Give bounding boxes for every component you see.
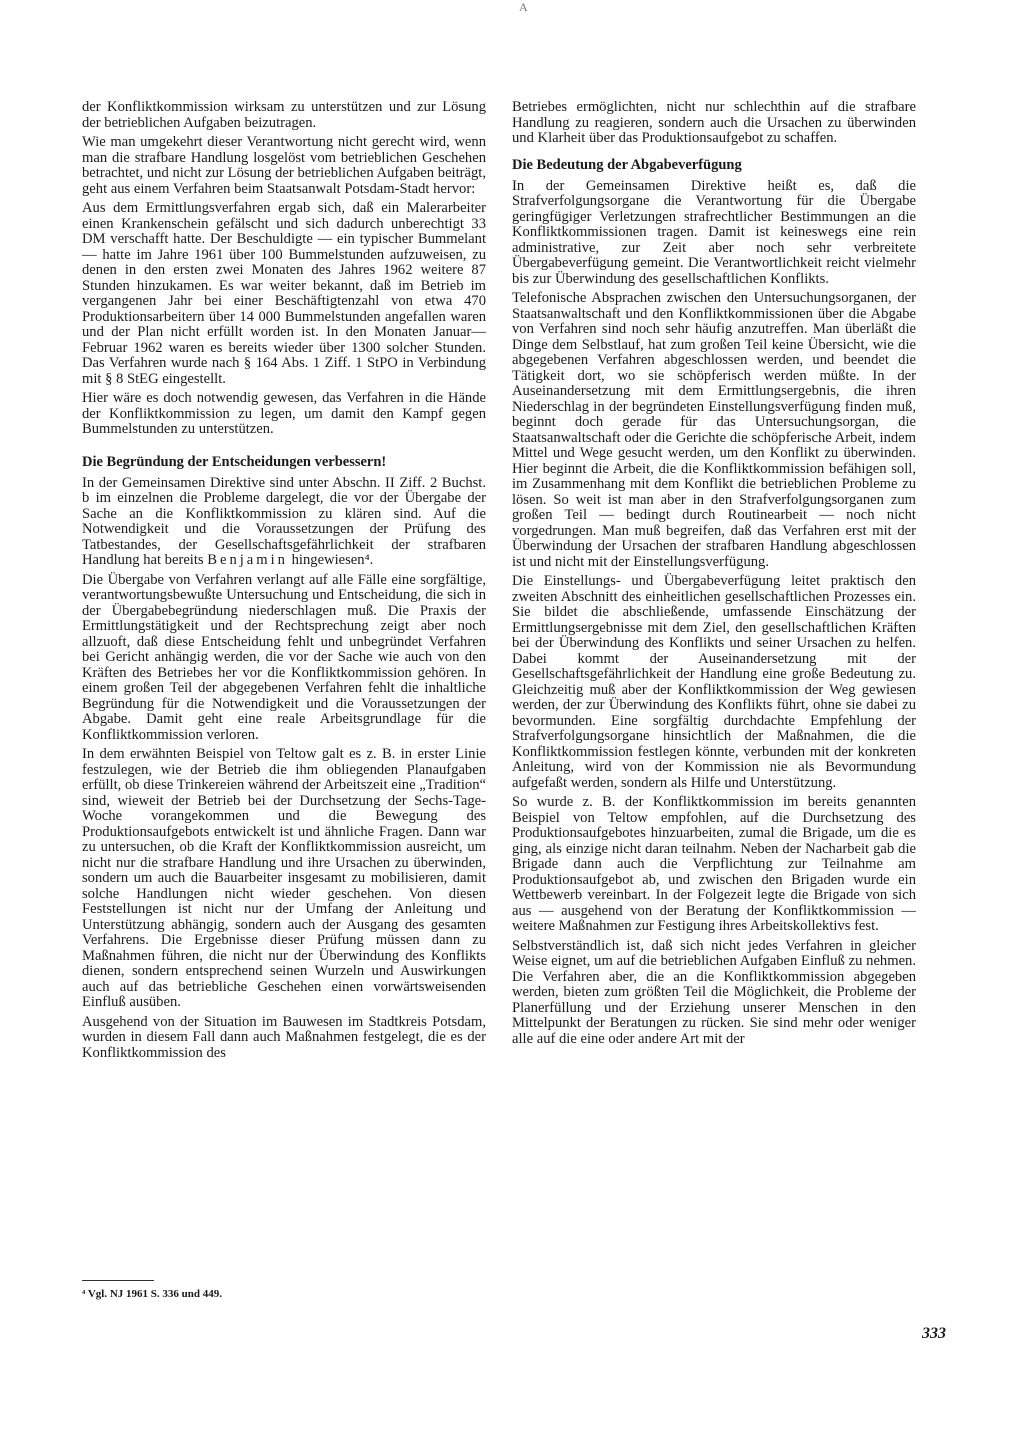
section-heading: Die Begründung der Entscheidungen verbessern!	[82, 453, 387, 470]
paragraph: der Konfliktkommission wirksam zu unterstützen und zur Lösung der betrieblichen Aufgaben beizutragen.	[82, 99, 486, 131]
paragraph-text: hingewiesen⁴.	[287, 552, 374, 568]
paragraph: Telefonische Absprachen zwischen den Untersuchungsorganen, der Staatsanwaltschaft und den Konfliktkommissionen über die Abgabe von Verfahren sind noch sehr häufig anzutreffen. Man überläßt die Dinge dem Selbstlauf, hat zum großen Teil keine Übersicht, wie die abgegebenen Verfahren abgeschlossen werden, und beendet die Tätigkeit dort, wo sie schöpferisch werden müßte. In der Auseinandersetzung mit dem Ermittlungsergebnis, die ihren Niederschlag in der begründeten Einstellungsverfügung finden muß, beginnt doch gerade für das Untersuchungsorgan, die Staatsanwaltschaft oder die Gerichte die schöpferische Arbeit, indem Mittel und Wege gesucht werden, um den Konflikt zu überwinden. Hier beginnt die Arbeit, die die Konfliktkommission befähigen soll, im Zusammenhang mit dem Konflikt die betrieblichen Probleme zu lösen. So weit ist man aber in den Strafverfolgungsorganen zum großen Teil — bedingt durch Routinearbeit — noch nicht vorgedrungen. Man muß begreifen, daß das Verfahren erst mit der Überwindung der Ursachen der strafbaren Handlung abgeschlossen ist und nicht mit der Einstellungsverfügung.	[512, 290, 916, 570]
paragraph: Die Einstellungs- und Übergabeverfügung leitet praktisch den zweiten Abschnitt des einheitlichen gesellschaftlichen Prozesses ein. Sie bildet die abschließende, umfassende Einschätzung der Ermittlungsergebnisse mit dem Ziel, den gesellschaftlichen Kräften bei der Überwindung des Konflikts und seiner Ursachen zu helfen. Dabei kommt der Auseinandersetzung mit der Gesellschaftsgefährlichkeit der Handlung eine große Bedeutung zu. Gleichzeitig muß aber der Konfliktkommission der Weg gewiesen werden, der zur Überwindung des Konflikts führt, ohne sie dabei zu bevormunden. Eine sorgfältig durchdachte Empfehlung der Strafverfolgungsorgane hinsichtlich der Maßnahmen, die die Konfliktkommission festlegen könnte, verbunden mit der konkreten Anleitung, wird von der Kommission nie als Bevormundung aufgefaßt werden, sondern als Hilfe und Unterstützung.	[512, 573, 916, 791]
right-column	[512, 100, 916, 1051]
paragraph: Selbstverständlich ist, daß sich nicht jedes Verfahren in gleicher Weise eignet, um auf die betrieblichen Aufgaben Einfluß zu nehmen. Die Verfahren aber, die an die Konfliktkommission abgegeben werden, bieten zum größten Teil die Möglichkeit, die Probleme der Planerfüllung und der Erziehung unserer Menschen in den Mittelpunkt der Beratungen zu rücken. Sie sind mehr oder weniger alle auf die eine oder andere Art mit der	[512, 937, 916, 1047]
page-number: 333	[922, 1325, 946, 1342]
paragraph: Die Übergabe von Verfahren verlangt auf alle Fälle eine sorgfältige, verantwortungsbewußte Untersuchung und Entscheidung, die sich in der Übergabebegründung niederschlagen muß. Die Praxis der Ermittlungstätigkeit und der Rechtsprechung zeigt aber noch allzuoft, daß diese Entscheidung fehlt und unbegründet Verfahren bei Gericht anhängig werden, die vor der Sache wie auch von den Kräften des Betriebes her vor die Konfliktkommission gehören. In einem großen Teil der abgegebenen Verfahren fehlt die inhaltliche Begründung für die Notwendigkeit und die Voraussetzungen der Abgabe. Damit geht eine reale Arbeitsgrundlage für die Konfliktkommission verloren.	[82, 571, 486, 743]
paragraph: In der Gemeinsamen Direktive heißt es, daß die Strafverfolgungsorgane die Verantwortung für die Übergabe geringfügiger Verletzungen strafrechtlicher Bestimmungen an die Konfliktkommissionen tragen. Damit ist keineswegs eine rein administrative, zur Zeit aber noch sehr verbreitete Übergabeverfügung gemeint. Die Verantwortlichkeit reicht vielmehr bis zur Überwindung des gesellschaftlichen Konflikts.	[512, 177, 916, 287]
paragraph: In dem erwähnten Beispiel von Teltow galt es z. B. in erster Linie festzulegen, wie der Betrieb die ihm obliegenden Planaufgaben erfüllt, ob diese Trinkereien während der Arbeitszeit eine „Tradition“ sind, wieweit der Betrieb bei der Durchsetzung der Sechs-Tage-Woche vorangekommen und die Bewegung des Produktionsaufgebots entwickelt ist und ähnliche Fragen. Dann war zu untersuchen, ob die Kraft der Konfliktkommission ausreicht, um nicht nur die strafbare Handlung und ihre Ursachen zu überwinden, sondern um auch die Bauarbeiter insgesamt zu mobilisieren, damit solche Handlungen nicht wieder geschehen. Von diesen Feststellungen ist nicht nur der Umfang der Anleitung und Unterstützung abhängig, sondern auch der Ausgang des gesamten Verfahrens. Die Ergebnisse dieser Prüfung müssen dann zu Maßnahmen führen, die nicht nur der Überwindung des Konflikts dienen, sondern entsprechend seinen Wurzeln und Auswirkungen auch auf das betriebliche Geschehen einen vorwärtsweisenden Einfluß ausüben.	[82, 746, 486, 1010]
paragraph: Wie man umgekehrt dieser Verantwortung nicht gerecht wird, wenn man die strafbare Handlung losgelöst vom betrieblichen Geschehen betrachtet, und nicht zur Lösung der betrieblichen Aufgaben beiträgt, geht aus einem Verfahren beim Staatsanwalt Potsdam-Stadt hervor:	[82, 134, 486, 197]
footnote: ⁴ Vgl. NJ 1961 S. 336 und 449.	[82, 1288, 223, 1300]
paragraph: So wurde z. B. der Konfliktkommission im bereits genannten Beispiel von Teltow empfohlen, auf die Durchsetzung des Produktionsaufgebotes hinzuarbeiten, zumal die Brigade, um die es ging, als einzige nicht daran teilnahm. Neben der Nacharbeit gab die Brigade dann auch die Verpflichtung zur Teilnahme am Produktionsaufgebot ab, und zwischen den Brigaden wurde ein Wettbewerb vereinbart. In der Folgezeit legte die Brigade von sich aus — ausgehend von der Beratung der Konfliktkommission — weitere Maßnahmen zur Festigung ihres Arbeitskollektivs fest.	[512, 794, 916, 934]
paragraph: Hier wäre es doch notwendig gewesen, das Verfahren in die Hände der Konfliktkommission zu legen, um damit den Kampf gegen Bummelstunden zu unterstützen.	[82, 390, 486, 437]
author-name: Benjamin	[207, 552, 288, 568]
paragraph: Betriebes ermöglichten, nicht nur schlechthin auf die strafbare Handlung zu reagieren, sondern auch die Ursachen zu überwinden und Klarheit über das Produktionsaufgebot zu schaffen.	[512, 99, 916, 146]
paragraph-text: In der Gemeinsamen Direktive sind unter Abschn. II Ziff. 2 Buchst. b im einzelnen die Probleme dargelegt, die vor der Übergabe der Sache an die Konfliktkommission zu klären sind. Auf die Notwendigkeit und die Voraussetzungen der Prüfung des Tatbestandes, der Gesellschaftsgefährlichkeit der strafbaren Handlung hat bereits	[82, 474, 486, 568]
left-column	[82, 100, 486, 1065]
paragraph: Ausgehend von der Situation im Bauwesen im Stadtkreis Potsdam, wurden in diesem Fall dann auch Maßnahmen festgelegt, die es der Konfliktkommission des	[82, 1013, 486, 1061]
paragraph: Aus dem Ermittlungsverfahren ergab sich, daß ein Malerarbeiter einen Krankenschein gefälscht und sich dadurch unberechtigt 33 DM verschafft hatte. Der Beschuldigte — ein typischer Bummelant — hatte im Jahre 1961 über 100 Bummelstunden aufzuweisen, zu denen in den ersten zwei Monaten des Jahres 1962 weitere 87 Stunden hinzukamen. Es war weiter bekannt, daß im Betrieb im vergangenen Jahr bei einer Beschäftigtenzahl von etwa 470 Produktionsarbeitern über 14 000 Bummelstunden angefallen waren und der Plan nicht erfüllt worden ist. In den Monaten Januar—Februar 1962 waren es bereits wieder über 1300 solcher Stunden. Das Verfahren wurde nach § 164 Abs. 1 Ziff. 1 StPO in Verbindung mit § 8 StEG eingestellt.	[82, 200, 486, 387]
section-heading: Die Bedeutung der Abgabeverfügung	[512, 156, 742, 173]
footnote-rule	[82, 1280, 154, 1281]
paragraph	[82, 476, 486, 569]
top-mark: A	[519, 0, 528, 14]
